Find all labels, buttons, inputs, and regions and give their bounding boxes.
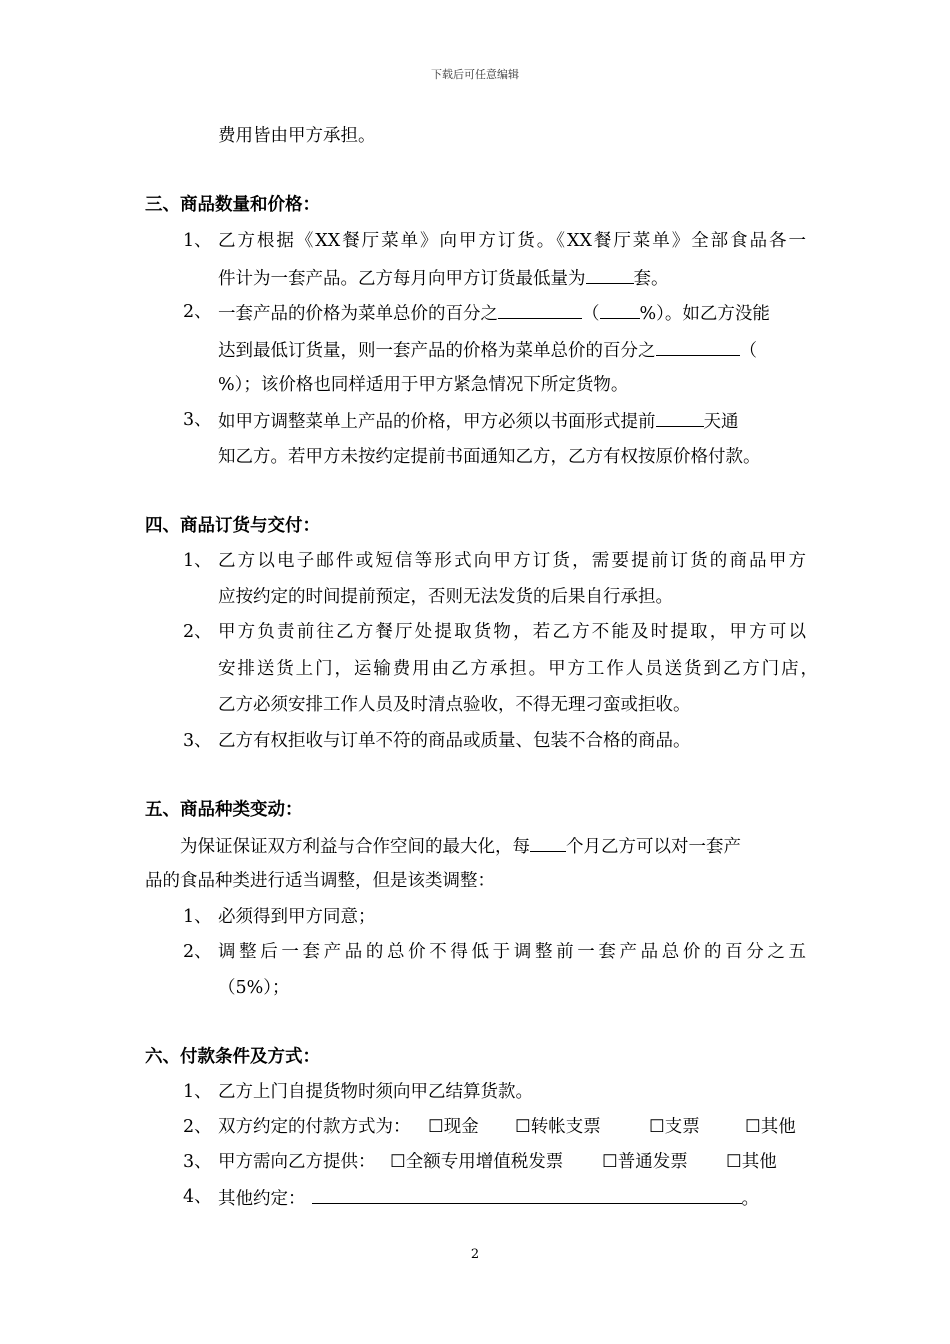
s6-item2-label: 双方约定的付款方式为： [218, 1117, 411, 1137]
page-number: 2 [470, 1247, 480, 1262]
section3-title: 三、商品数量和价格： [145, 195, 320, 215]
s3-item1-line2 [218, 265, 669, 291]
s3-item2-line3: %）；该价格也同样适用于甲方紧急情况下所定货物。 [218, 375, 629, 395]
s3-item2-text-b: （ [582, 304, 600, 324]
s3-item2-num: 2、 [183, 302, 212, 322]
s4-item2-line3: 乙方必须安排工作人员及时清点验收，不得无理刁蛮或拒收。 [218, 695, 691, 715]
s3-item1-text-b: 套。 [633, 269, 669, 289]
invoice-normal-checkbox[interactable]: ☐普通发票 [602, 1152, 688, 1172]
s4-item3-line1: 乙方有权拒收与订单不符的商品或质量、包装不合格的商品。 [218, 731, 691, 751]
s6-item3-label: 甲方需向乙方提供： [218, 1152, 376, 1172]
section5-title: 五、商品种类变动： [145, 800, 303, 820]
s5-item1-line1: 必须得到甲方同意； [218, 907, 376, 927]
min-order-blank [586, 265, 634, 284]
invoice-other-checkbox[interactable]: ☐其他 [726, 1152, 777, 1172]
s4-item2-line2: 安排送货上门，运输费用由乙方承担。甲方工作人员送货到乙方门店， [218, 659, 818, 679]
months-blank [530, 833, 566, 852]
s5-item2-line1: 调整后一套产品的总价不得低于调整前一套产品总价的百分之五 [218, 942, 806, 962]
s3-item2-text-a: 一套产品的价格为菜单总价的百分之 [218, 304, 498, 324]
s5-para-line1 [180, 833, 741, 859]
s6-item1-num: 1、 [183, 1082, 212, 1102]
invoice-vat-checkbox[interactable]: ☐全额专用增值税发票 [390, 1152, 564, 1172]
section6-title: 六、付款条件及方式： [145, 1047, 320, 1067]
s6-item4-label: 其他约定： [218, 1189, 306, 1209]
s5-item2-line2: （5%）； [218, 978, 290, 998]
s5-item2-num: 2、 [183, 942, 212, 962]
payment-cash-checkbox[interactable]: ☐现金 [428, 1117, 479, 1137]
intro-line: 费用皆由甲方承担。 [218, 126, 376, 146]
s4-item3-num: 3、 [183, 731, 212, 751]
s3-item1-line1: 乙方根据《XX餐厅菜单》向甲方订货。《XX餐厅菜单》全部食品各一 [218, 231, 806, 251]
percent-words-blank-2 [656, 337, 740, 356]
s5-para-text-b: 个月乙方可以对一套产 [566, 837, 741, 857]
other-agreement-blank[interactable] [312, 1185, 742, 1204]
s3-item2-text-d: 达到最低订货量，则一套产品的价格为菜单总价的百分之 [218, 341, 656, 361]
header-note: 下载后可任意编辑 [431, 68, 519, 81]
s3-item3-line1 [218, 408, 739, 434]
s4-item2-line1: 甲方负责前往乙方餐厅处提取货物，若乙方不能及时提取，甲方可以 [218, 622, 806, 642]
s6-item1-line1: 乙方上门自提货物时须向甲乙结算货款。 [218, 1082, 533, 1102]
s3-item2-line2 [218, 337, 757, 363]
s6-item3-num: 3、 [183, 1152, 212, 1172]
payment-transfer-check-checkbox[interactable]: ☐转帐支票 [515, 1117, 601, 1137]
s3-item2-line1 [218, 300, 770, 326]
s3-item3-text-b: 天通 [703, 412, 739, 432]
s3-item1-text-a: 件计为一套产品。乙方每月向甲方订货最低量为 [218, 269, 586, 289]
s4-item2-num: 2、 [183, 622, 212, 642]
s6-item4-line [218, 1185, 759, 1211]
notice-days-blank [656, 408, 704, 427]
s5-para-text-a: 为保证保证双方利益与合作空间的最大化，每 [180, 837, 530, 857]
percent-number-blank [600, 300, 640, 319]
s6-item4-num: 4、 [183, 1187, 212, 1207]
percent-words-blank [498, 300, 582, 319]
payment-other-checkbox[interactable]: ☐其他 [745, 1117, 796, 1137]
s5-para-line2: 品的食品种类进行适当调整，但是该类调整： [145, 871, 495, 891]
s3-item3-text-a: 如甲方调整菜单上产品的价格，甲方必须以书面形式提前 [218, 412, 656, 432]
section4-title: 四、商品订货与交付： [145, 516, 320, 536]
s6-item4-end: 。 [741, 1189, 759, 1209]
s3-item3-num: 3、 [183, 410, 212, 430]
s5-item1-num: 1、 [183, 907, 212, 927]
s3-item2-text-c: %）。如乙方没能 [639, 304, 770, 324]
s4-item1-line1: 乙方以电子邮件或短信等形式向甲方订货，需要提前订货的商品甲方 [218, 551, 806, 571]
s4-item1-num: 1、 [183, 551, 212, 571]
s3-item2-text-e: （ [739, 341, 757, 361]
s3-item1-num: 1、 [183, 231, 212, 251]
s6-item2-num: 2、 [183, 1117, 212, 1137]
s3-item3-line2: 知乙方。若甲方未按约定提前书面通知乙方，乙方有权按原价格付款。 [218, 447, 761, 467]
payment-check-checkbox[interactable]: ☐支票 [649, 1117, 700, 1137]
s4-item1-line2: 应按约定的时间提前预定，否则无法发货的后果自行承担。 [218, 587, 673, 607]
